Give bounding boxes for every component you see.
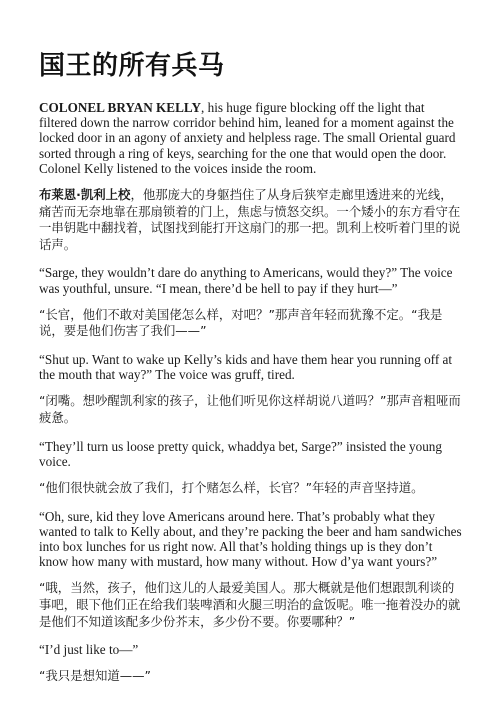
paragraph-6-zh: “我只是想知道——” — [39, 668, 151, 684]
paragraph-2-en: “Sarge, they wouldn’t dare do anything to Americans, would they?” The voice was youthful, unsure. “I mean, there’d be hell to pay if they hurt—” — [39, 265, 453, 296]
paragraph-2-zh: “长官，他们不敢对美国佬怎么样，对吧？”那声音年轻而犹豫不定。“我是说，要是他们伤害了我们——” — [39, 306, 443, 339]
paragraph-lead: COLONEL BRYAN KELLY — [39, 100, 201, 115]
paragraph-5-en: “Oh, sure, kid they love Americans around here. That’s probably what they wanted to talk to Kelly about, and they’re packing the beer and ham sandwiches into box lunches for us right now. All that’s holding things up is they don’t know how many with mustard, how many without. How d’ya want yours?” — [39, 508, 462, 570]
document-title: 国王的所有兵马 — [39, 51, 225, 81]
paragraph-lead: 布莱恩·凯利上校 — [39, 187, 131, 203]
paragraph-5-zh: “哦，当然，孩子，他们这儿的人最爱美国人。那大概就是他们想跟凯利谈的事吧，眼下他们正在给我们装啤酒和火腿三明治的盒饭呢。唯一拖着没办的就是他们不知道该配多少份芥末，多少份不要。你要哪种？” — [39, 580, 461, 629]
paragraph-text: , his huge figure blocking off the light that filtered down the narrow corridor behind him, leaned for a moment against the locked door in an agony of anxiety and helpless rage. The small Oriental guard sorted through a ring of keys, searching for the one that would open the door. Colonel Kelly listened to the voices inside the room. — [39, 100, 456, 176]
paragraph-4-zh: “他们很快就会放了我们，打个赌怎么样，长官？”年轻的声音坚持道。 — [39, 479, 424, 495]
paragraph-6-en: “I’d just like to—” — [39, 642, 139, 658]
paragraph-text: ，他那庞大的身躯挡住了从身后狭窄走廊里透进来的光线，痛苦而无奈地靠在那扇锁着的门上，焦虑与愤怒交织。一个矮小的东方看守在一串钥匙中翻找着，试图找到能打开这扇门的那一把。凯利上校听着门里的说话声。 — [39, 187, 461, 252]
paragraph-4-en: “They’ll turn us loose pretty quick, whaddya bet, Sarge?” insisted the young voice. — [39, 438, 442, 469]
document-page — [39, 50, 463, 697]
paragraph-1-en — [39, 100, 463, 176]
paragraph-3-en: “Shut up. Want to wake up Kelly’s kids and have them hear you running off at the mouth that way?” The voice was gruff, tired. — [39, 351, 453, 383]
paragraph-1-zh — [39, 187, 463, 253]
paragraph-3-zh: “闭嘴。想吵醒凯利家的孩子，让他们听见你这样胡说八道吗？”那声音粗哑而疲惫。 — [39, 393, 461, 425]
